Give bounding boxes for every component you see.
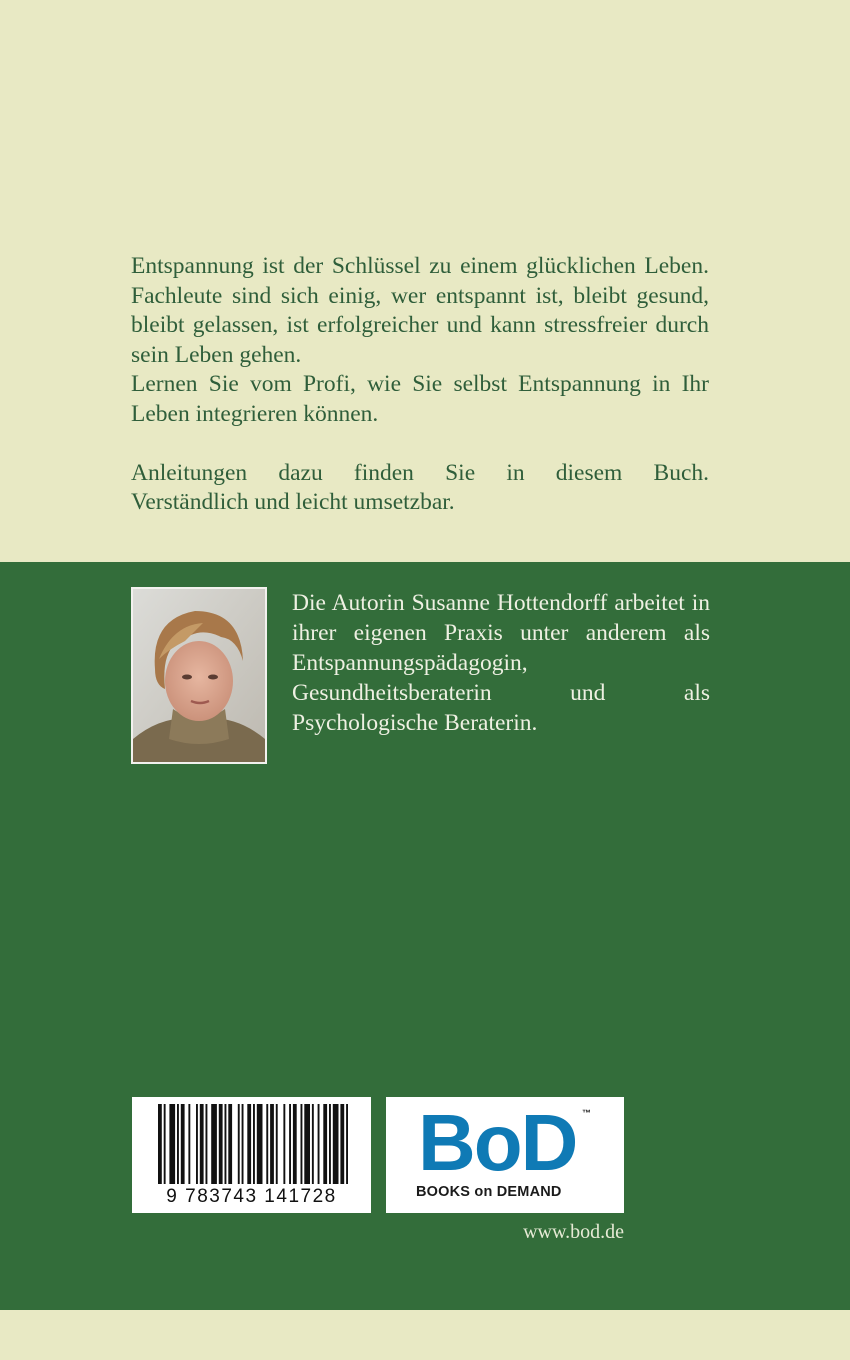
barcode-bar <box>266 1104 268 1184</box>
blurb-paragraph-1: Entspannung ist der Schlüssel zu einem glücklichen Leben. Fachleute sind sich einig, wer entspannt ist, bleibt gesund, bleibt gelassen, ist erfolgreicher und kann stressfreier durch sein Leben gehen. <box>131 253 709 368</box>
barcode-bar <box>333 1104 339 1184</box>
author-portrait-image <box>133 589 265 762</box>
barcode-bar <box>346 1104 348 1184</box>
barcode-bar <box>225 1104 227 1184</box>
barcode-bar <box>247 1104 251 1184</box>
book-blurb <box>131 252 709 518</box>
barcode-bar <box>304 1104 310 1184</box>
barcode-bar <box>301 1104 303 1184</box>
barcode-bar <box>206 1104 208 1184</box>
barcode-bar <box>340 1104 344 1184</box>
barcode-bar <box>323 1104 327 1184</box>
barcode-bar <box>329 1104 331 1184</box>
isbn-barcode <box>132 1097 371 1213</box>
barcode-bar <box>169 1104 175 1184</box>
blurb-paragraph-3-line-1: Anleitungen dazu finden Sie in diesem Buch. <box>131 459 709 486</box>
author-photo <box>131 587 267 764</box>
blurb-paragraph-3-line-2: Verständlich und leicht umsetzbar. <box>131 489 455 515</box>
barcode-bar <box>158 1104 162 1184</box>
barcode-bar <box>200 1104 204 1184</box>
barcode-bar <box>276 1104 278 1184</box>
publisher-logo-box <box>386 1097 624 1213</box>
barcode-bar <box>164 1104 166 1184</box>
publisher-tagline: BOOKS on DEMAND <box>416 1184 562 1200</box>
barcode-bar <box>312 1104 314 1184</box>
barcode-bar <box>270 1104 274 1184</box>
blurb-paragraph-3 <box>131 459 709 518</box>
barcode-bar <box>181 1104 185 1184</box>
barcode-bar <box>283 1104 285 1184</box>
barcode-bars <box>132 1097 371 1189</box>
barcode-bar <box>219 1104 223 1184</box>
publisher-website: www.bod.de <box>523 1221 624 1243</box>
barcode-bar <box>211 1104 217 1184</box>
barcode-bar <box>196 1104 198 1184</box>
bottom-cream-strip <box>0 1310 850 1360</box>
barcode-bar <box>257 1104 263 1184</box>
barcode-bar <box>318 1104 320 1184</box>
barcode-bar <box>289 1104 291 1184</box>
barcode-bar <box>238 1104 240 1184</box>
barcode-bar <box>188 1104 190 1184</box>
barcode-bar <box>253 1104 255 1184</box>
barcode-bar <box>293 1104 297 1184</box>
bod-logo: BoD <box>418 1098 577 1187</box>
barcode-bar <box>242 1104 244 1184</box>
top-cream-panel <box>0 0 850 562</box>
trademark-symbol: ™ <box>582 1108 591 1118</box>
barcode-digits: 9 783743 141728 <box>166 1186 337 1207</box>
author-bio: Die Autorin Susanne Hottendorff arbeitet in ihrer eigenen Praxis unter anderem als Entspannungspädagogin, Gesundheitsberaterin und als Psychologische Beraterin. <box>292 590 710 736</box>
blurb-paragraph-2: Lernen Sie vom Profi, wie Sie selbst Entspannung in Ihr Leben integrieren können. <box>131 371 709 427</box>
barcode-bar <box>177 1104 179 1184</box>
barcode-bar <box>228 1104 232 1184</box>
